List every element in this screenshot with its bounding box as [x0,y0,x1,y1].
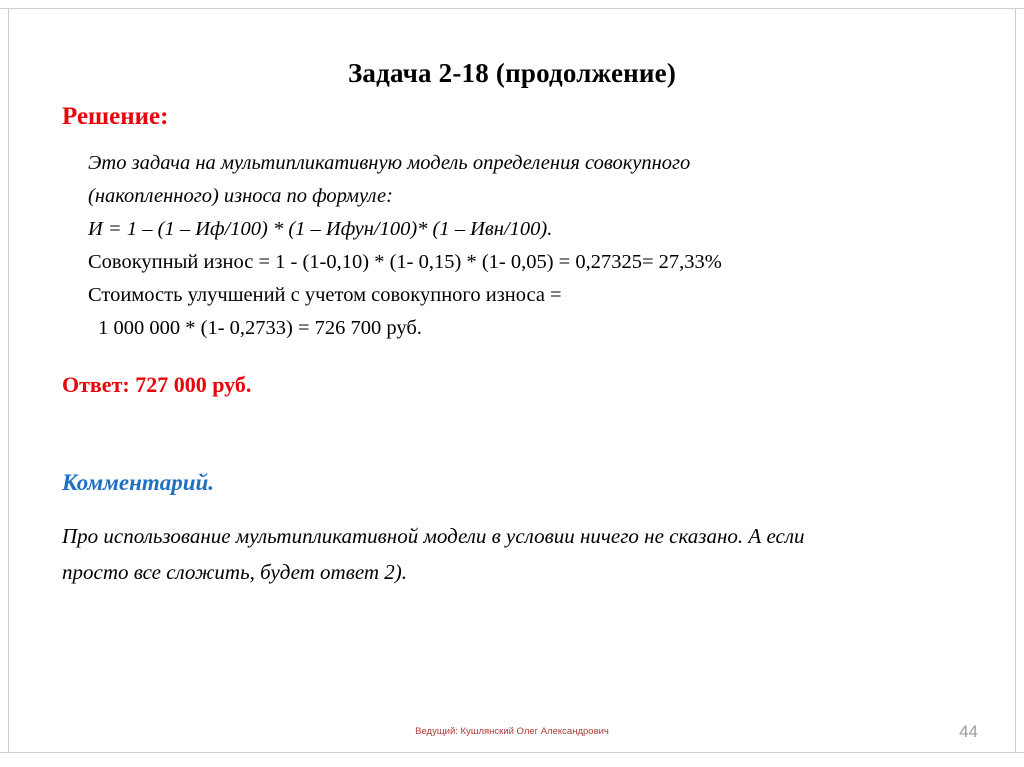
solution-formula-line: И = 1 – (1 – Иф/100) * (1 – Ифун/100)* (1 – Ивн/100). [88,218,553,240]
slide-border-right [1015,8,1016,753]
solution-line: 1 000 000 * (1- 0,2733) = 726 700 руб. [93,317,422,339]
solution-line: (накопленного) износа по формуле: [88,185,393,207]
comment-line: просто все сложить, будет ответ 2). [62,560,408,584]
page-number: 44 [959,722,978,741]
slide-border-bottom [0,752,1024,753]
answer-text: Ответ: 727 000 руб. [62,372,252,397]
solution-heading: Решение: [62,103,169,130]
solution-line: Это задача на мультипликативную модель определения совокупного [88,152,691,174]
solution-body [88,147,968,345]
comment-line: Про использование мультипликативной модели в условии ничего не сказано. А если [62,524,805,548]
slide-border-left [8,8,9,753]
slide-border-top [0,8,1024,9]
solution-line: Совокупный износ = 1 - (1-0,10) * (1- 0,15) * (1- 0,05) = 0,27325= 27,33% [88,251,722,273]
footer-author: Ведущий: Кушлянский Олег Александрович [415,726,609,737]
comment-body [62,518,962,590]
solution-line: Стоимость улучшений с учетом совокупного износа = [88,284,562,306]
comment-heading: Комментарий. [62,470,215,495]
page-title: Задача 2-18 (продолжение) [347,58,677,88]
